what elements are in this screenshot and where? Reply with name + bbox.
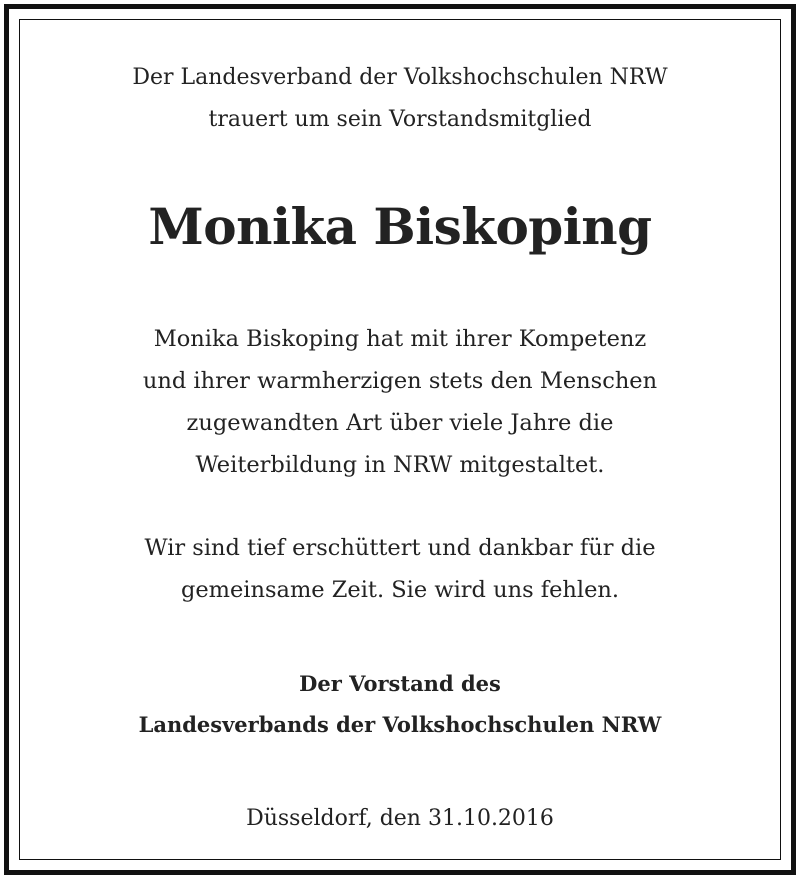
tribute-line-4: Weiterbildung in NRW mitgestaltet.	[195, 452, 605, 478]
condolence-line-1: Wir sind tief erschüttert und dankbar für die	[144, 535, 656, 561]
condolence-line-2: gemeinsame Zeit. Sie wird uns fehlen.	[180, 577, 620, 603]
place-date: Düsseldorf, den 31.10.2016	[246, 806, 554, 831]
obituary-content	[9, 9, 791, 870]
signature-line-1: Der Vorstand des	[299, 671, 501, 696]
intro-line-1: Der Landesverband der Volkshochschulen NRW	[132, 65, 668, 90]
signature-line-2: Landesverbands der Volkshochschulen NRW	[138, 712, 662, 737]
deceased-name: Monika Biskoping	[148, 197, 652, 256]
tribute-line-2: und ihrer warmherzigen stets den Menschen	[142, 368, 658, 394]
tribute-line-3: zugewandten Art über viele Jahre die	[186, 410, 614, 436]
tribute-line-1: Monika Biskoping hat mit ihrer Kompetenz	[153, 326, 647, 352]
obituary-frame	[4, 4, 796, 875]
intro-line-2: trauert um sein Vorstandsmitglied	[208, 107, 592, 132]
